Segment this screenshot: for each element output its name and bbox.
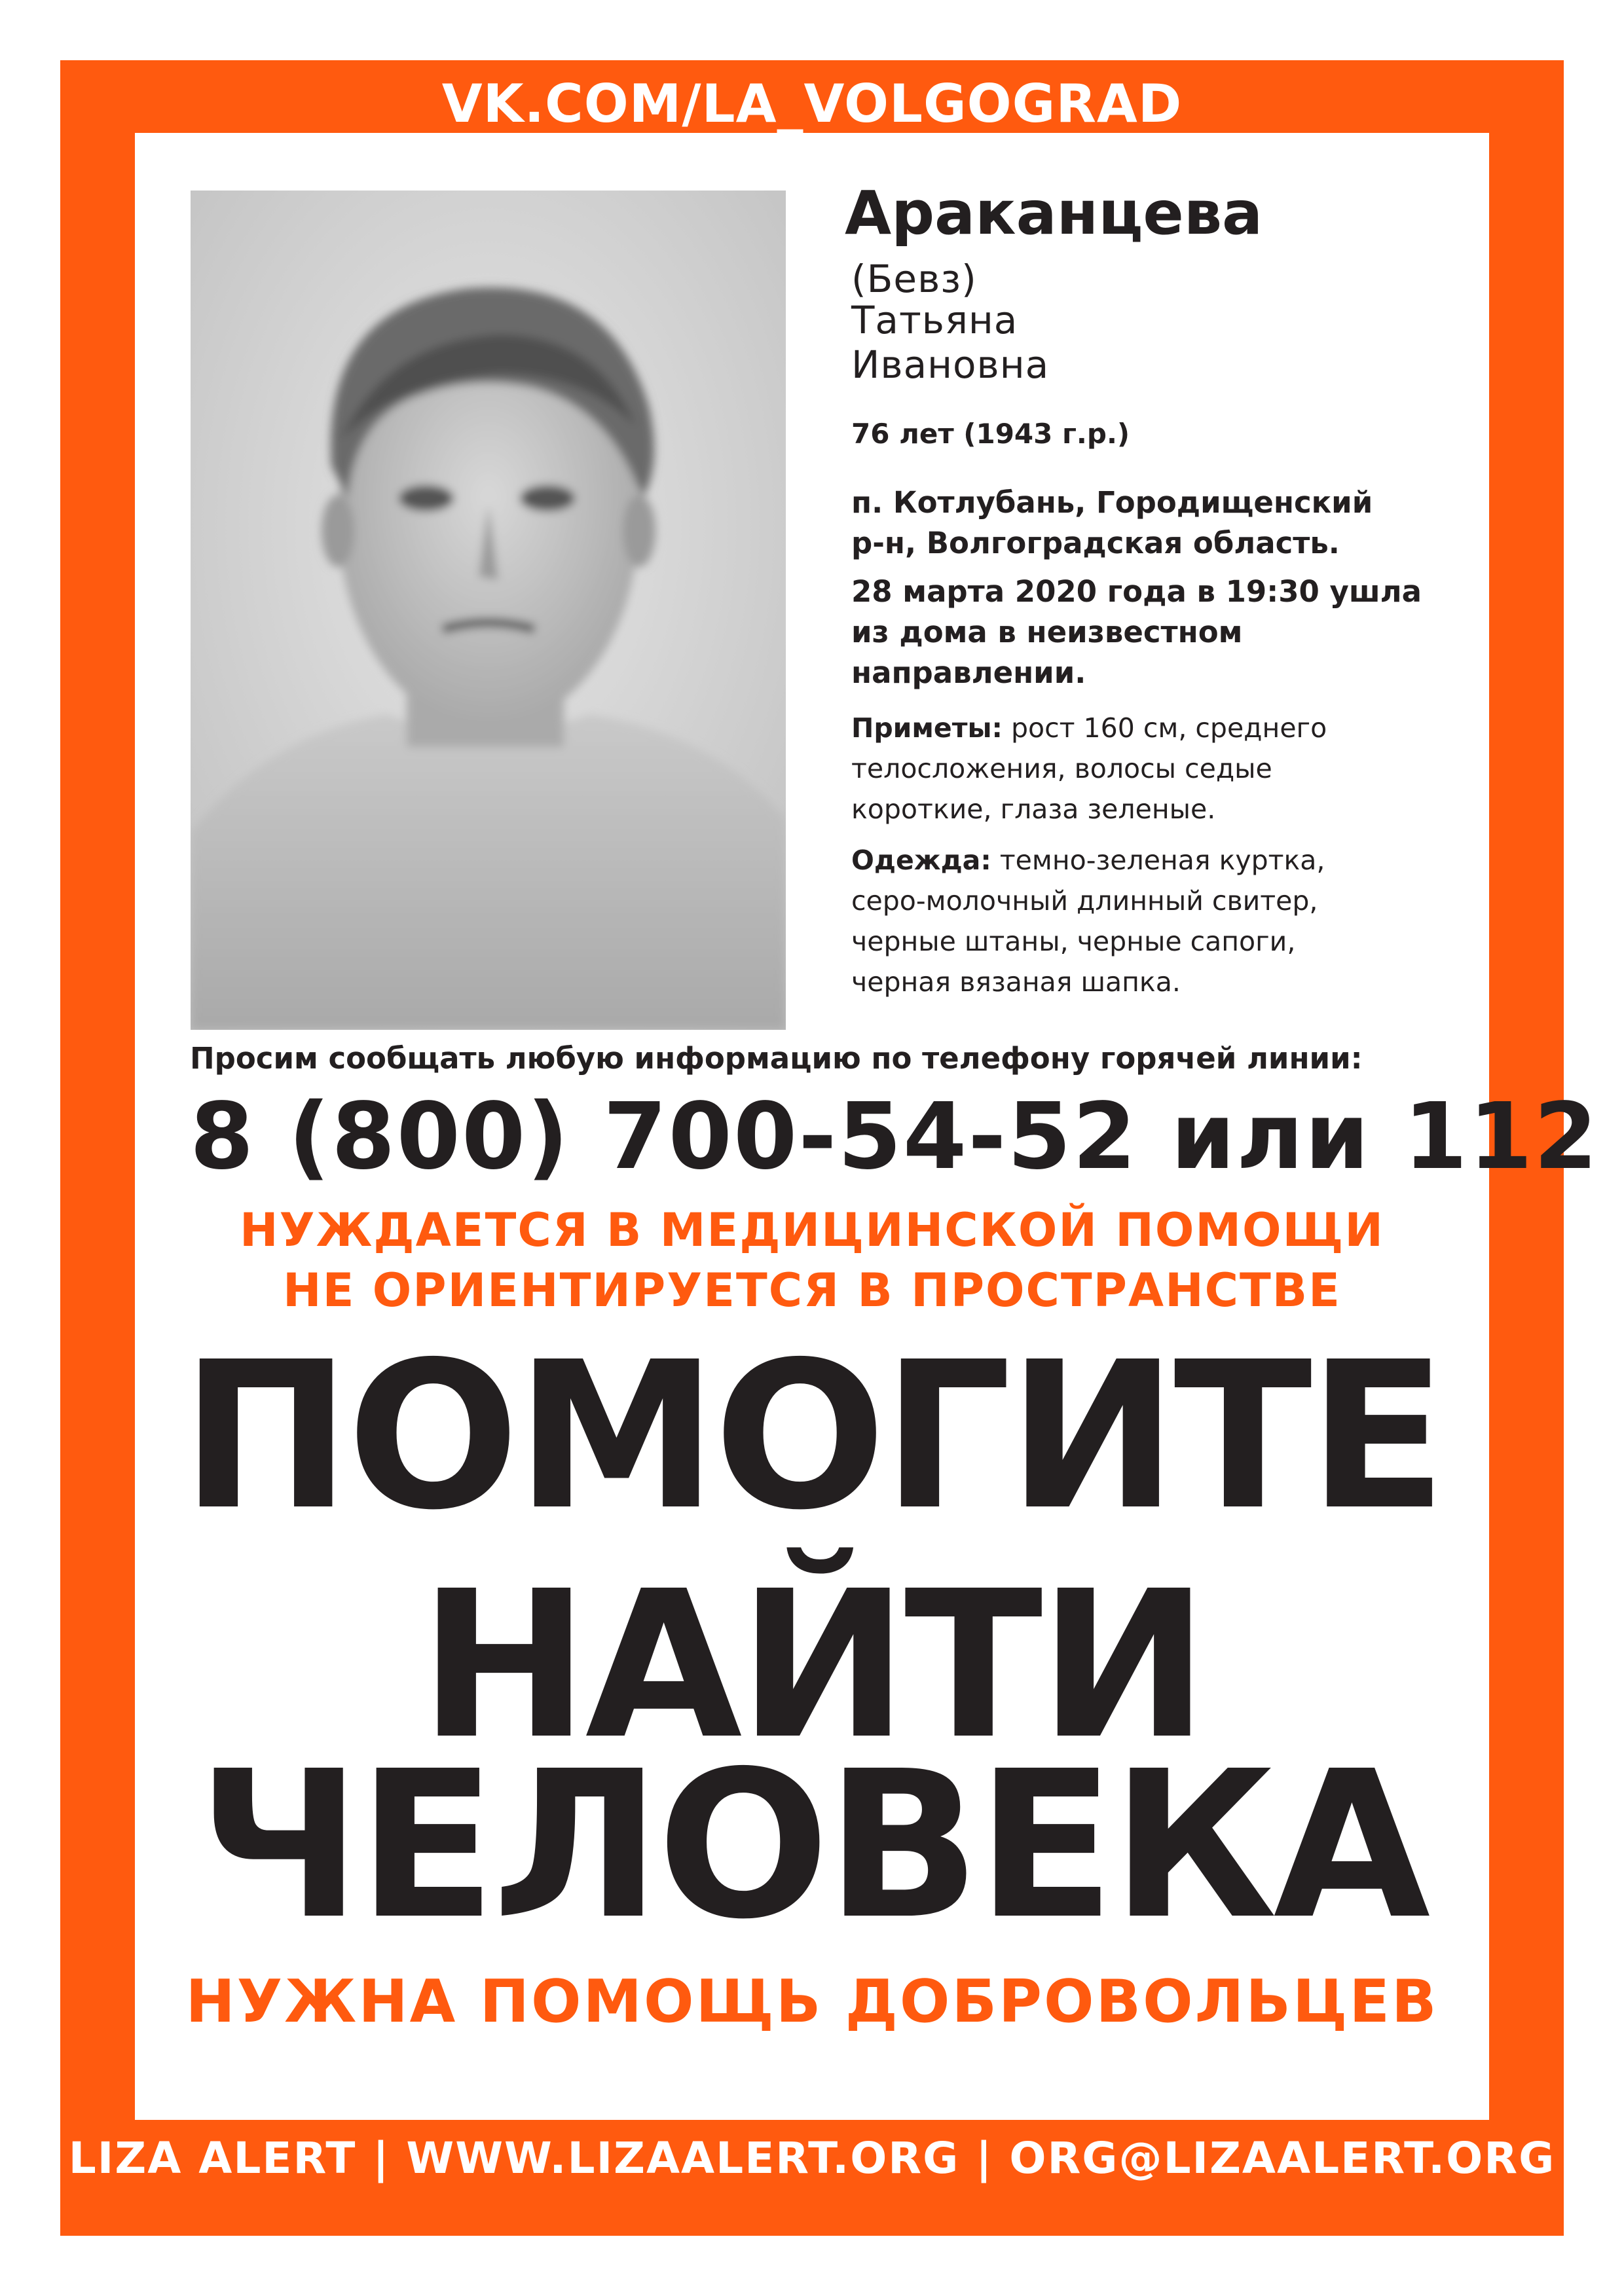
- hotline-phone-number[interactable]: 8 (800) 700-54-52 или 112: [190, 1084, 1599, 1190]
- clothing-line-4: черная вязаная шапка.: [851, 966, 1181, 998]
- features-text-1: рост 160 см, среднего: [1002, 712, 1327, 744]
- missing-person-photo: [191, 191, 786, 1030]
- event-line-2: из дома в неизвестном: [851, 615, 1243, 649]
- header-url-link[interactable]: VK.COM/LA_VOLGOGRAD: [441, 73, 1183, 134]
- features-line-1: [851, 708, 1327, 748]
- medical-help-warning: НУЖДАЕТСЯ В МЕДИЦИНСКОЙ ПОМОЩИ: [240, 1203, 1384, 1257]
- event-line-3: направлении.: [851, 655, 1086, 690]
- clothing-line-1: [851, 840, 1325, 881]
- location-line-2: р-н, Волгоградская область.: [851, 526, 1340, 560]
- location-line-1: п. Котлубань, Городищенский: [851, 485, 1373, 520]
- person-first-name: Татьяна: [851, 298, 1018, 342]
- features-label: Приметы:: [851, 712, 1003, 744]
- footer-contacts[interactable]: LIZA ALERT | WWW.LIZAALERT.ORG | ORG@LIZAALERT.ORG: [68, 2133, 1556, 2183]
- headline-find: НАЙТИ: [419, 1548, 1205, 1784]
- person-patronymic: Ивановна: [851, 342, 1050, 387]
- hotline-request-text: Просим сообщать любую информацию по телефону горячей линии:: [190, 1041, 1363, 1076]
- person-age: 76 лет (1943 г.р.): [851, 418, 1130, 450]
- person-last-name: Араканцева: [845, 178, 1263, 248]
- event-line-1: 28 марта 2020 года в 19:30 ушла: [851, 574, 1422, 609]
- disoriented-warning: НЕ ОРИЕНТИРУЕТСЯ В ПРОСТРАНСТВЕ: [283, 1264, 1341, 1317]
- clothing-line-2: серо-молочный длинный свитер,: [851, 885, 1318, 917]
- features-line-3: короткие, глаза зеленые.: [851, 793, 1216, 825]
- headline-person: ЧЕЛОВЕКА: [197, 1728, 1427, 1964]
- clothing-text-1: темно-зеленая куртка,: [991, 845, 1325, 876]
- clothing-line-3: черные штаны, черные сапоги,: [851, 926, 1296, 957]
- person-maiden-name: (Бевз): [851, 257, 977, 301]
- features-line-2: телосложения, волосы седые: [851, 753, 1272, 784]
- headline-help: ПОМОГИТЕ: [181, 1319, 1443, 1555]
- clothing-label: Одежда:: [851, 845, 991, 876]
- volunteers-needed: НУЖНА ПОМОЩЬ ДОБРОВОЛЬЦЕВ: [185, 1967, 1439, 2036]
